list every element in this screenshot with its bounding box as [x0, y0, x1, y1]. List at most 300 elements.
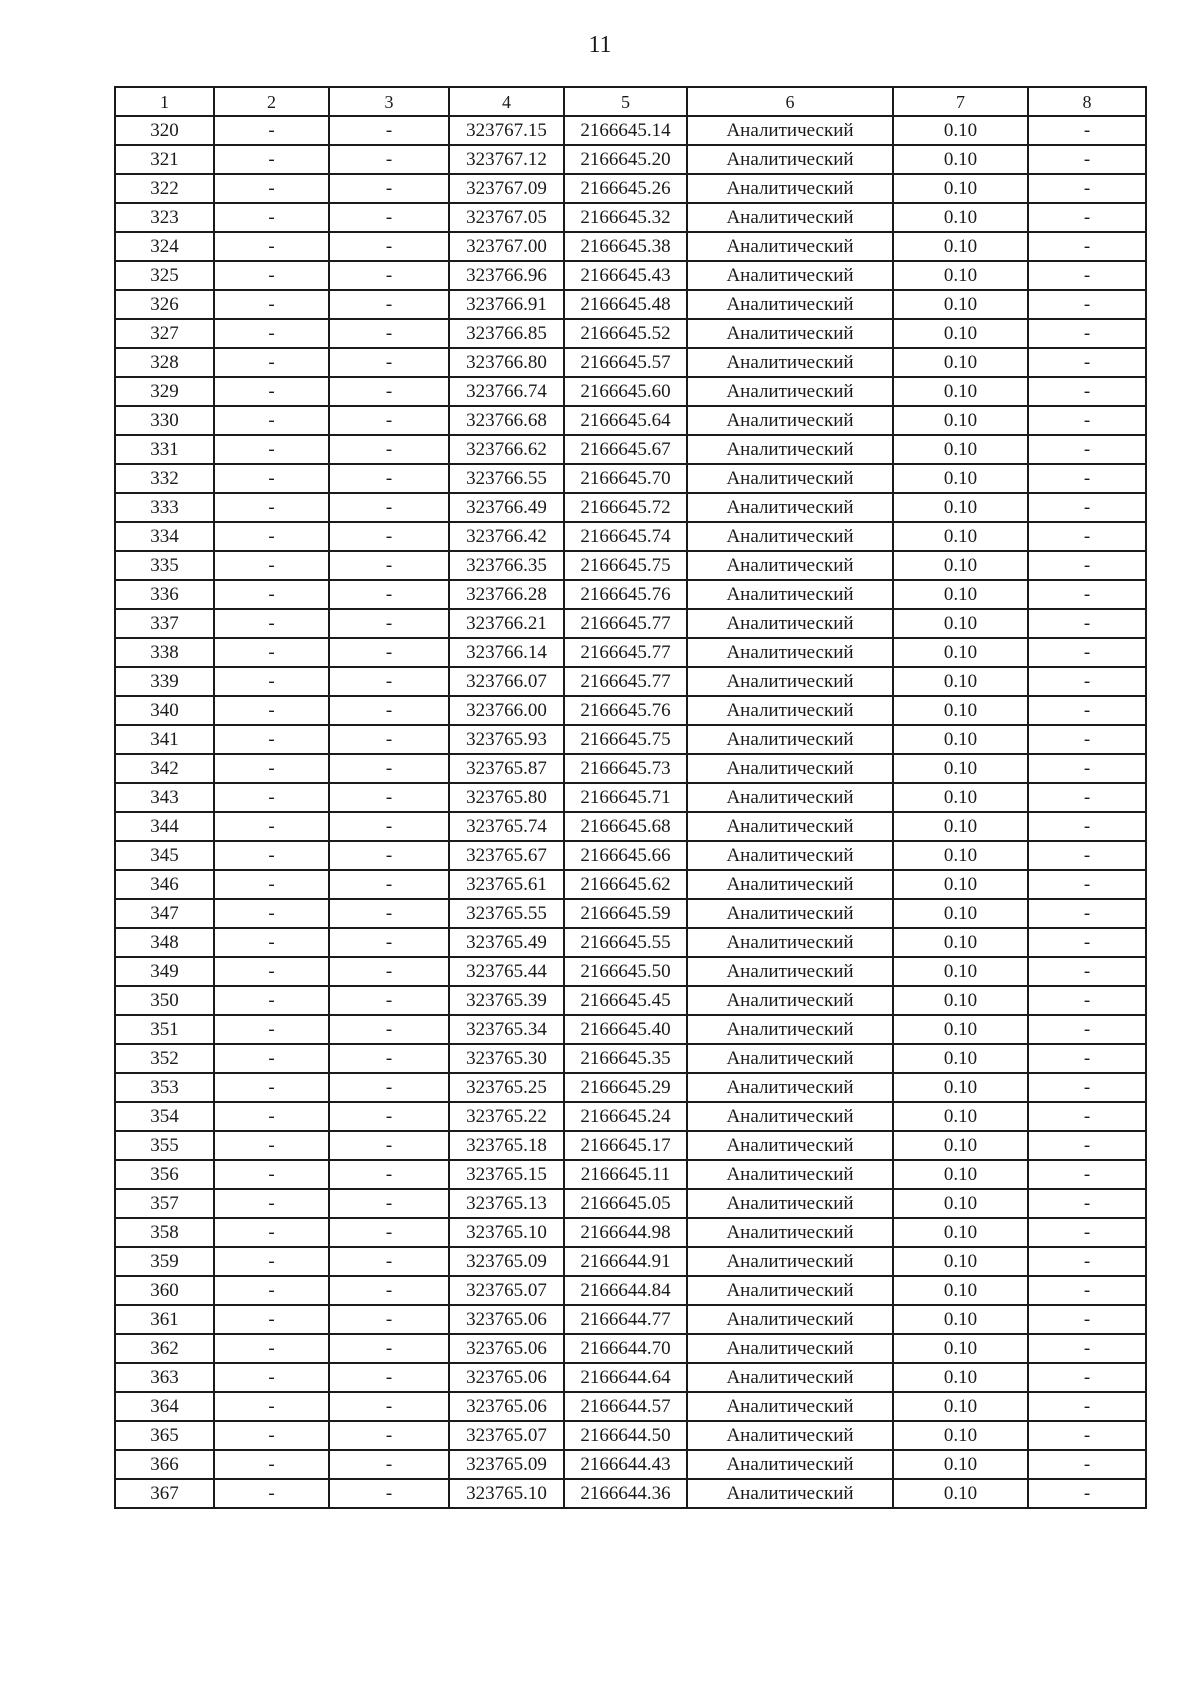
method-cell: Аналитический [687, 725, 893, 754]
col8-cell: - [1028, 1160, 1146, 1189]
method-cell: Аналитический [687, 1160, 893, 1189]
accuracy-cell: 0.10 [893, 1160, 1028, 1189]
accuracy-cell: 0.10 [893, 580, 1028, 609]
coord-y-cell: 2166645.29 [564, 1073, 687, 1102]
col3-cell: - [329, 783, 449, 812]
coord-x-cell: 323766.21 [449, 609, 564, 638]
col2-cell: - [214, 377, 329, 406]
col8-cell: - [1028, 1479, 1146, 1508]
method-cell: Аналитический [687, 145, 893, 174]
coord-x-cell: 323766.35 [449, 551, 564, 580]
method-cell: Аналитический [687, 1015, 893, 1044]
coord-x-cell: 323765.09 [449, 1247, 564, 1276]
method-cell: Аналитический [687, 754, 893, 783]
point-number-cell: 345 [115, 841, 214, 870]
table-header-row [115, 87, 1146, 116]
method-cell: Аналитический [687, 1044, 893, 1073]
coord-y-cell: 2166645.40 [564, 1015, 687, 1044]
coord-y-cell: 2166644.77 [564, 1305, 687, 1334]
coord-y-cell: 2166644.36 [564, 1479, 687, 1508]
method-cell: Аналитический [687, 870, 893, 899]
col3-cell: - [329, 1015, 449, 1044]
col8-cell: - [1028, 464, 1146, 493]
coord-y-cell: 2166644.64 [564, 1363, 687, 1392]
column-header-6: 6 [687, 87, 893, 116]
col8-cell: - [1028, 435, 1146, 464]
point-number-cell: 334 [115, 522, 214, 551]
col8-cell: - [1028, 1392, 1146, 1421]
point-number-cell: 352 [115, 1044, 214, 1073]
column-header-4: 4 [449, 87, 564, 116]
accuracy-cell: 0.10 [893, 203, 1028, 232]
table-row [115, 725, 1146, 754]
col2-cell: - [214, 754, 329, 783]
coord-y-cell: 2166644.70 [564, 1334, 687, 1363]
point-number-cell: 357 [115, 1189, 214, 1218]
table-row [115, 812, 1146, 841]
coord-x-cell: 323766.91 [449, 290, 564, 319]
coord-y-cell: 2166644.50 [564, 1421, 687, 1450]
col2-cell: - [214, 1102, 329, 1131]
coord-x-cell: 323766.85 [449, 319, 564, 348]
col3-cell: - [329, 899, 449, 928]
coord-x-cell: 323767.05 [449, 203, 564, 232]
coord-x-cell: 323766.62 [449, 435, 564, 464]
point-number-cell: 335 [115, 551, 214, 580]
coord-y-cell: 2166645.60 [564, 377, 687, 406]
table-row [115, 203, 1146, 232]
col3-cell: - [329, 609, 449, 638]
accuracy-cell: 0.10 [893, 667, 1028, 696]
col2-cell: - [214, 348, 329, 377]
col2-cell: - [214, 841, 329, 870]
col3-cell: - [329, 1392, 449, 1421]
table-row [115, 696, 1146, 725]
table-row [115, 551, 1146, 580]
coord-y-cell: 2166645.75 [564, 551, 687, 580]
accuracy-cell: 0.10 [893, 1073, 1028, 1102]
col2-cell: - [214, 1189, 329, 1218]
col3-cell: - [329, 754, 449, 783]
col3-cell: - [329, 1276, 449, 1305]
col3-cell: - [329, 667, 449, 696]
method-cell: Аналитический [687, 1305, 893, 1334]
coord-y-cell: 2166645.77 [564, 609, 687, 638]
coord-y-cell: 2166644.84 [564, 1276, 687, 1305]
point-number-cell: 350 [115, 986, 214, 1015]
point-number-cell: 333 [115, 493, 214, 522]
accuracy-cell: 0.10 [893, 1015, 1028, 1044]
col3-cell: - [329, 1305, 449, 1334]
method-cell: Аналитический [687, 1276, 893, 1305]
col3-cell: - [329, 638, 449, 667]
method-cell: Аналитический [687, 1247, 893, 1276]
coord-x-cell: 323765.39 [449, 986, 564, 1015]
coord-y-cell: 2166645.55 [564, 928, 687, 957]
coord-y-cell: 2166645.67 [564, 435, 687, 464]
table-row [115, 1247, 1146, 1276]
coord-y-cell: 2166645.14 [564, 116, 687, 145]
accuracy-cell: 0.10 [893, 928, 1028, 957]
method-cell: Аналитический [687, 580, 893, 609]
method-cell: Аналитический [687, 1131, 893, 1160]
table-row [115, 928, 1146, 957]
point-number-cell: 343 [115, 783, 214, 812]
method-cell: Аналитический [687, 319, 893, 348]
col2-cell: - [214, 1131, 329, 1160]
accuracy-cell: 0.10 [893, 290, 1028, 319]
col2-cell: - [214, 1450, 329, 1479]
coord-y-cell: 2166645.66 [564, 841, 687, 870]
column-header-7: 7 [893, 87, 1028, 116]
col3-cell: - [329, 1218, 449, 1247]
accuracy-cell: 0.10 [893, 1247, 1028, 1276]
method-cell: Аналитический [687, 696, 893, 725]
col2-cell: - [214, 928, 329, 957]
col2-cell: - [214, 203, 329, 232]
coord-x-cell: 323767.00 [449, 232, 564, 261]
point-number-cell: 320 [115, 116, 214, 145]
accuracy-cell: 0.10 [893, 899, 1028, 928]
coord-x-cell: 323765.55 [449, 899, 564, 928]
col3-cell: - [329, 928, 449, 957]
col2-cell: - [214, 261, 329, 290]
col2-cell: - [214, 406, 329, 435]
col8-cell: - [1028, 609, 1146, 638]
table-row [115, 1421, 1146, 1450]
col3-cell: - [329, 870, 449, 899]
coord-x-cell: 323765.67 [449, 841, 564, 870]
col3-cell: - [329, 1073, 449, 1102]
col8-cell: - [1028, 1044, 1146, 1073]
point-number-cell: 354 [115, 1102, 214, 1131]
col3-cell: - [329, 435, 449, 464]
col8-cell: - [1028, 1015, 1146, 1044]
point-number-cell: 338 [115, 638, 214, 667]
coord-x-cell: 323765.07 [449, 1276, 564, 1305]
point-number-cell: 340 [115, 696, 214, 725]
point-number-cell: 324 [115, 232, 214, 261]
point-number-cell: 351 [115, 1015, 214, 1044]
table-row [115, 1160, 1146, 1189]
accuracy-cell: 0.10 [893, 464, 1028, 493]
col2-cell: - [214, 116, 329, 145]
table-row [115, 522, 1146, 551]
method-cell: Аналитический [687, 174, 893, 203]
col2-cell: - [214, 812, 329, 841]
col2-cell: - [214, 638, 329, 667]
coord-x-cell: 323767.09 [449, 174, 564, 203]
column-header-8: 8 [1028, 87, 1146, 116]
table-row [115, 783, 1146, 812]
col3-cell: - [329, 348, 449, 377]
column-header-1: 1 [115, 87, 214, 116]
table-row [115, 261, 1146, 290]
col3-cell: - [329, 406, 449, 435]
method-cell: Аналитический [687, 290, 893, 319]
col3-cell: - [329, 1421, 449, 1450]
accuracy-cell: 0.10 [893, 174, 1028, 203]
coord-y-cell: 2166645.32 [564, 203, 687, 232]
method-cell: Аналитический [687, 899, 893, 928]
col3-cell: - [329, 1363, 449, 1392]
col2-cell: - [214, 1392, 329, 1421]
col3-cell: - [329, 1131, 449, 1160]
col8-cell: - [1028, 116, 1146, 145]
coord-y-cell: 2166645.71 [564, 783, 687, 812]
table-row [115, 1131, 1146, 1160]
col3-cell: - [329, 957, 449, 986]
point-number-cell: 363 [115, 1363, 214, 1392]
method-cell: Аналитический [687, 1363, 893, 1392]
col3-cell: - [329, 725, 449, 754]
col8-cell: - [1028, 319, 1146, 348]
table-row [115, 174, 1146, 203]
col3-cell: - [329, 174, 449, 203]
point-number-cell: 366 [115, 1450, 214, 1479]
col3-cell: - [329, 986, 449, 1015]
col8-cell: - [1028, 145, 1146, 174]
accuracy-cell: 0.10 [893, 1131, 1028, 1160]
accuracy-cell: 0.10 [893, 1189, 1028, 1218]
col8-cell: - [1028, 1131, 1146, 1160]
method-cell: Аналитический [687, 1334, 893, 1363]
col2-cell: - [214, 870, 329, 899]
method-cell: Аналитический [687, 783, 893, 812]
col3-cell: - [329, 377, 449, 406]
table-row [115, 957, 1146, 986]
point-number-cell: 347 [115, 899, 214, 928]
coord-y-cell: 2166645.45 [564, 986, 687, 1015]
point-number-cell: 356 [115, 1160, 214, 1189]
col2-cell: - [214, 899, 329, 928]
col2-cell: - [214, 1421, 329, 1450]
accuracy-cell: 0.10 [893, 1421, 1028, 1450]
point-number-cell: 360 [115, 1276, 214, 1305]
col2-cell: - [214, 493, 329, 522]
point-number-cell: 325 [115, 261, 214, 290]
method-cell: Аналитический [687, 464, 893, 493]
table-row [115, 1334, 1146, 1363]
col2-cell: - [214, 1276, 329, 1305]
col8-cell: - [1028, 812, 1146, 841]
method-cell: Аналитический [687, 957, 893, 986]
coord-x-cell: 323766.49 [449, 493, 564, 522]
col2-cell: - [214, 1363, 329, 1392]
method-cell: Аналитический [687, 377, 893, 406]
accuracy-cell: 0.10 [893, 261, 1028, 290]
col3-cell: - [329, 1479, 449, 1508]
table-row [115, 841, 1146, 870]
table-row [115, 116, 1146, 145]
table-body [115, 116, 1146, 1508]
col2-cell: - [214, 1247, 329, 1276]
col8-cell: - [1028, 1189, 1146, 1218]
coord-x-cell: 323765.30 [449, 1044, 564, 1073]
coord-x-cell: 323766.00 [449, 696, 564, 725]
col8-cell: - [1028, 1421, 1146, 1450]
coord-x-cell: 323766.80 [449, 348, 564, 377]
col8-cell: - [1028, 348, 1146, 377]
col3-cell: - [329, 1044, 449, 1073]
table-row [115, 1392, 1146, 1421]
table-row [115, 290, 1146, 319]
coord-y-cell: 2166644.98 [564, 1218, 687, 1247]
col3-cell: - [329, 290, 449, 319]
coord-y-cell: 2166645.72 [564, 493, 687, 522]
accuracy-cell: 0.10 [893, 812, 1028, 841]
method-cell: Аналитический [687, 638, 893, 667]
coord-x-cell: 323766.28 [449, 580, 564, 609]
col8-cell: - [1028, 1276, 1146, 1305]
col2-cell: - [214, 1160, 329, 1189]
col2-cell: - [214, 290, 329, 319]
method-cell: Аналитический [687, 667, 893, 696]
point-number-cell: 322 [115, 174, 214, 203]
table-row [115, 319, 1146, 348]
col8-cell: - [1028, 841, 1146, 870]
table-row [115, 899, 1146, 928]
coord-y-cell: 2166645.68 [564, 812, 687, 841]
method-cell: Аналитический [687, 1189, 893, 1218]
col8-cell: - [1028, 725, 1146, 754]
accuracy-cell: 0.10 [893, 1276, 1028, 1305]
point-number-cell: 328 [115, 348, 214, 377]
accuracy-cell: 0.10 [893, 377, 1028, 406]
method-cell: Аналитический [687, 928, 893, 957]
accuracy-cell: 0.10 [893, 870, 1028, 899]
table-row [115, 348, 1146, 377]
coord-y-cell: 2166645.17 [564, 1131, 687, 1160]
accuracy-cell: 0.10 [893, 609, 1028, 638]
coord-y-cell: 2166645.77 [564, 638, 687, 667]
point-number-cell: 365 [115, 1421, 214, 1450]
point-number-cell: 367 [115, 1479, 214, 1508]
accuracy-cell: 0.10 [893, 841, 1028, 870]
coord-y-cell: 2166645.75 [564, 725, 687, 754]
col3-cell: - [329, 522, 449, 551]
col2-cell: - [214, 667, 329, 696]
col3-cell: - [329, 841, 449, 870]
coord-y-cell: 2166644.57 [564, 1392, 687, 1421]
coord-x-cell: 323765.06 [449, 1305, 564, 1334]
coord-x-cell: 323765.06 [449, 1392, 564, 1421]
accuracy-cell: 0.10 [893, 1450, 1028, 1479]
accuracy-cell: 0.10 [893, 1044, 1028, 1073]
accuracy-cell: 0.10 [893, 1363, 1028, 1392]
table-row [115, 580, 1146, 609]
coord-x-cell: 323765.80 [449, 783, 564, 812]
table-row [115, 1073, 1146, 1102]
coord-y-cell: 2166645.35 [564, 1044, 687, 1073]
coord-y-cell: 2166645.05 [564, 1189, 687, 1218]
method-cell: Аналитический [687, 406, 893, 435]
accuracy-cell: 0.10 [893, 1102, 1028, 1131]
accuracy-cell: 0.10 [893, 319, 1028, 348]
point-number-cell: 348 [115, 928, 214, 957]
col3-cell: - [329, 580, 449, 609]
col3-cell: - [329, 1102, 449, 1131]
col3-cell: - [329, 1450, 449, 1479]
method-cell: Аналитический [687, 261, 893, 290]
col2-cell: - [214, 1305, 329, 1334]
coord-y-cell: 2166644.91 [564, 1247, 687, 1276]
method-cell: Аналитический [687, 493, 893, 522]
point-number-cell: 342 [115, 754, 214, 783]
coord-x-cell: 323765.15 [449, 1160, 564, 1189]
coord-y-cell: 2166645.57 [564, 348, 687, 377]
col3-cell: - [329, 203, 449, 232]
table-row [115, 1479, 1146, 1508]
col8-cell: - [1028, 1247, 1146, 1276]
col3-cell: - [329, 232, 449, 261]
table-row [115, 1450, 1146, 1479]
col8-cell: - [1028, 1305, 1146, 1334]
col2-cell: - [214, 319, 329, 348]
coord-x-cell: 323765.07 [449, 1421, 564, 1450]
col8-cell: - [1028, 232, 1146, 261]
coord-x-cell: 323765.49 [449, 928, 564, 957]
col3-cell: - [329, 1334, 449, 1363]
accuracy-cell: 0.10 [893, 145, 1028, 174]
accuracy-cell: 0.10 [893, 406, 1028, 435]
coord-y-cell: 2166645.38 [564, 232, 687, 261]
accuracy-cell: 0.10 [893, 957, 1028, 986]
point-number-cell: 332 [115, 464, 214, 493]
table-row [115, 1102, 1146, 1131]
accuracy-cell: 0.10 [893, 783, 1028, 812]
table-row [115, 667, 1146, 696]
coord-y-cell: 2166645.20 [564, 145, 687, 174]
point-number-cell: 362 [115, 1334, 214, 1363]
point-number-cell: 358 [115, 1218, 214, 1247]
method-cell: Аналитический [687, 609, 893, 638]
col8-cell: - [1028, 551, 1146, 580]
col3-cell: - [329, 116, 449, 145]
table-row [115, 609, 1146, 638]
col2-cell: - [214, 435, 329, 464]
col2-cell: - [214, 696, 329, 725]
col8-cell: - [1028, 290, 1146, 319]
page-number: 11 [588, 32, 612, 58]
table-row [115, 638, 1146, 667]
coord-y-cell: 2166645.62 [564, 870, 687, 899]
coord-x-cell: 323766.74 [449, 377, 564, 406]
col2-cell: - [214, 1479, 329, 1508]
col3-cell: - [329, 493, 449, 522]
table-row [115, 464, 1146, 493]
point-number-cell: 359 [115, 1247, 214, 1276]
col2-cell: - [214, 464, 329, 493]
table-row [115, 1363, 1146, 1392]
col8-cell: - [1028, 522, 1146, 551]
accuracy-cell: 0.10 [893, 725, 1028, 754]
col8-cell: - [1028, 899, 1146, 928]
point-number-cell: 331 [115, 435, 214, 464]
accuracy-cell: 0.10 [893, 638, 1028, 667]
col3-cell: - [329, 1189, 449, 1218]
col8-cell: - [1028, 174, 1146, 203]
accuracy-cell: 0.10 [893, 1479, 1028, 1508]
coord-y-cell: 2166645.52 [564, 319, 687, 348]
accuracy-cell: 0.10 [893, 116, 1028, 145]
table-row [115, 1305, 1146, 1334]
col8-cell: - [1028, 986, 1146, 1015]
point-number-cell: 321 [115, 145, 214, 174]
method-cell: Аналитический [687, 203, 893, 232]
table-row [115, 754, 1146, 783]
table-row [115, 377, 1146, 406]
